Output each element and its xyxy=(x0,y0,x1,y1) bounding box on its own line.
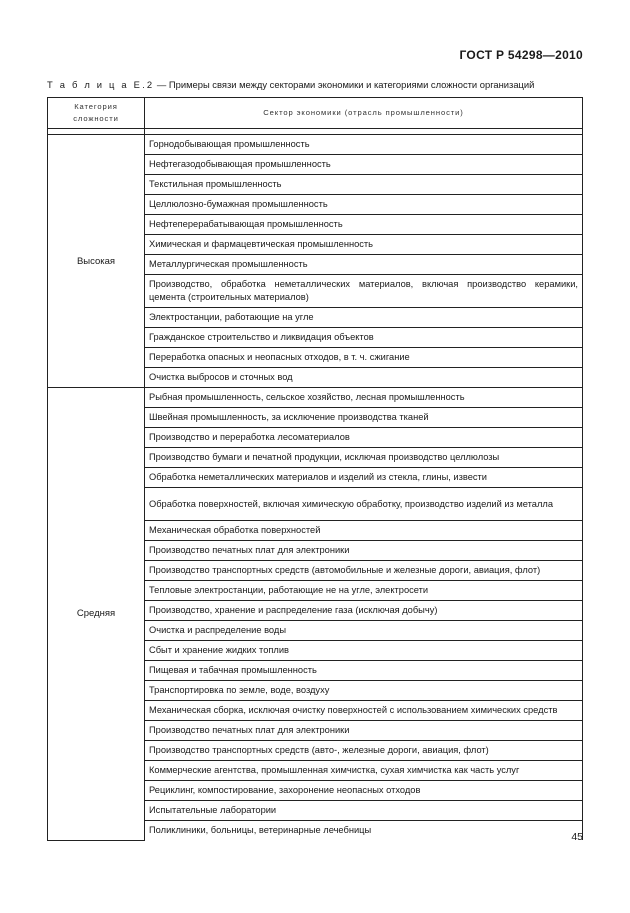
sector-cell: Производство и переработка лесоматериалов xyxy=(145,428,583,448)
sector-cell: Текстильная промышленность xyxy=(145,175,583,195)
header-category-line1: Категория xyxy=(74,102,118,111)
sector-cell: Механическая обработка поверхностей xyxy=(145,521,583,541)
sector-cell: Производство печатных плат для электроники xyxy=(145,721,583,741)
sector-cell: Металлургическая промышленность xyxy=(145,255,583,275)
page-number: 45 xyxy=(571,831,583,843)
table-row xyxy=(48,135,583,155)
table-header-row xyxy=(48,98,583,129)
sector-cell: Горнодобывающая промышленность xyxy=(145,135,583,155)
sector-cell: Производство транспортных средств (авто-, железные дороги, авиация, флот) xyxy=(145,741,583,761)
sector-cell: Очистка выбросов и сточных вод xyxy=(145,368,583,388)
sector-cell: Производство бумаги и печатной продукции, исключая производство целлюлозы xyxy=(145,448,583,468)
sector-cell: Гражданское строительство и ликвидация объектов xyxy=(145,328,583,348)
category-cell: Средняя xyxy=(48,388,145,841)
sector-cell: Рециклинг, компостирование, захоронение неопасных отходов xyxy=(145,781,583,801)
sector-cell: Тепловые электростанции, работающие не на угле, электросети xyxy=(145,581,583,601)
table-caption xyxy=(47,79,534,90)
sector-cell: Обработка поверхностей, включая химическую обработку, производство изделий из металла xyxy=(145,488,583,521)
sector-cell: Производство, хранение и распределение газа (исключая добычу) xyxy=(145,601,583,621)
sector-cell: Швейная промышленность, за исключение производства тканей xyxy=(145,408,583,428)
sector-cell: Нефтегазодобывающая промышленность xyxy=(145,155,583,175)
header-sector: Сектор экономики (отрасль промышленности) xyxy=(145,98,583,129)
sector-cell: Переработка опасных и неопасных отходов, в т. ч. сжигание xyxy=(145,348,583,368)
sector-cell: Электростанции, работающие на угле xyxy=(145,308,583,328)
sector-cell: Сбыт и хранение жидких топлив xyxy=(145,641,583,661)
sector-cell: Производство транспортных средств (автомобильные и железные дороги, авиация, флот) xyxy=(145,561,583,581)
sector-cell: Химическая и фармацевтическая промышленность xyxy=(145,235,583,255)
sector-cell: Поликлиники, больницы, ветеринарные лечебницы xyxy=(145,821,583,841)
sector-cell: Производство печатных плат для электроники xyxy=(145,541,583,561)
sector-cell: Нефтеперерабатывающая промышленность xyxy=(145,215,583,235)
standard-number: ГОСТ Р 54298—2010 xyxy=(459,48,583,62)
sector-cell: Механическая сборка, исключая очистку поверхностей с использованием химических средств xyxy=(145,701,583,721)
table-row xyxy=(48,388,583,408)
sector-cell: Очистка и распределение воды xyxy=(145,621,583,641)
table-title: — Примеры связи между секторами экономики и категориями сложности организаций xyxy=(154,79,535,90)
sector-cell: Рыбная промышленность, сельское хозяйство, лесная промышленность xyxy=(145,388,583,408)
sector-cell: Обработка неметаллических материалов и изделий из стекла, глины, извести xyxy=(145,468,583,488)
table-label: Т а б л и ц а Е.2 xyxy=(47,79,155,90)
category-cell: Высокая xyxy=(48,135,145,388)
header-category-line2: сложности xyxy=(73,114,119,123)
sector-cell: Транспортировка по земле, воде, воздуху xyxy=(145,681,583,701)
sector-cell: Пищевая и табачная промышленность xyxy=(145,661,583,681)
complexity-table xyxy=(47,97,583,841)
sector-cell: Испытательные лаборатории xyxy=(145,801,583,821)
header-category xyxy=(48,98,145,129)
sector-cell: Производство, обработка неметаллических материалов, включая производство керамики, цемента (строительных материалов) xyxy=(145,275,583,308)
sector-cell: Коммерческие агентства, промышленная химчистка, сухая химчистка как часть услуг xyxy=(145,761,583,781)
sector-cell: Целлюлозно-бумажная промышленность xyxy=(145,195,583,215)
table-body xyxy=(48,135,583,841)
